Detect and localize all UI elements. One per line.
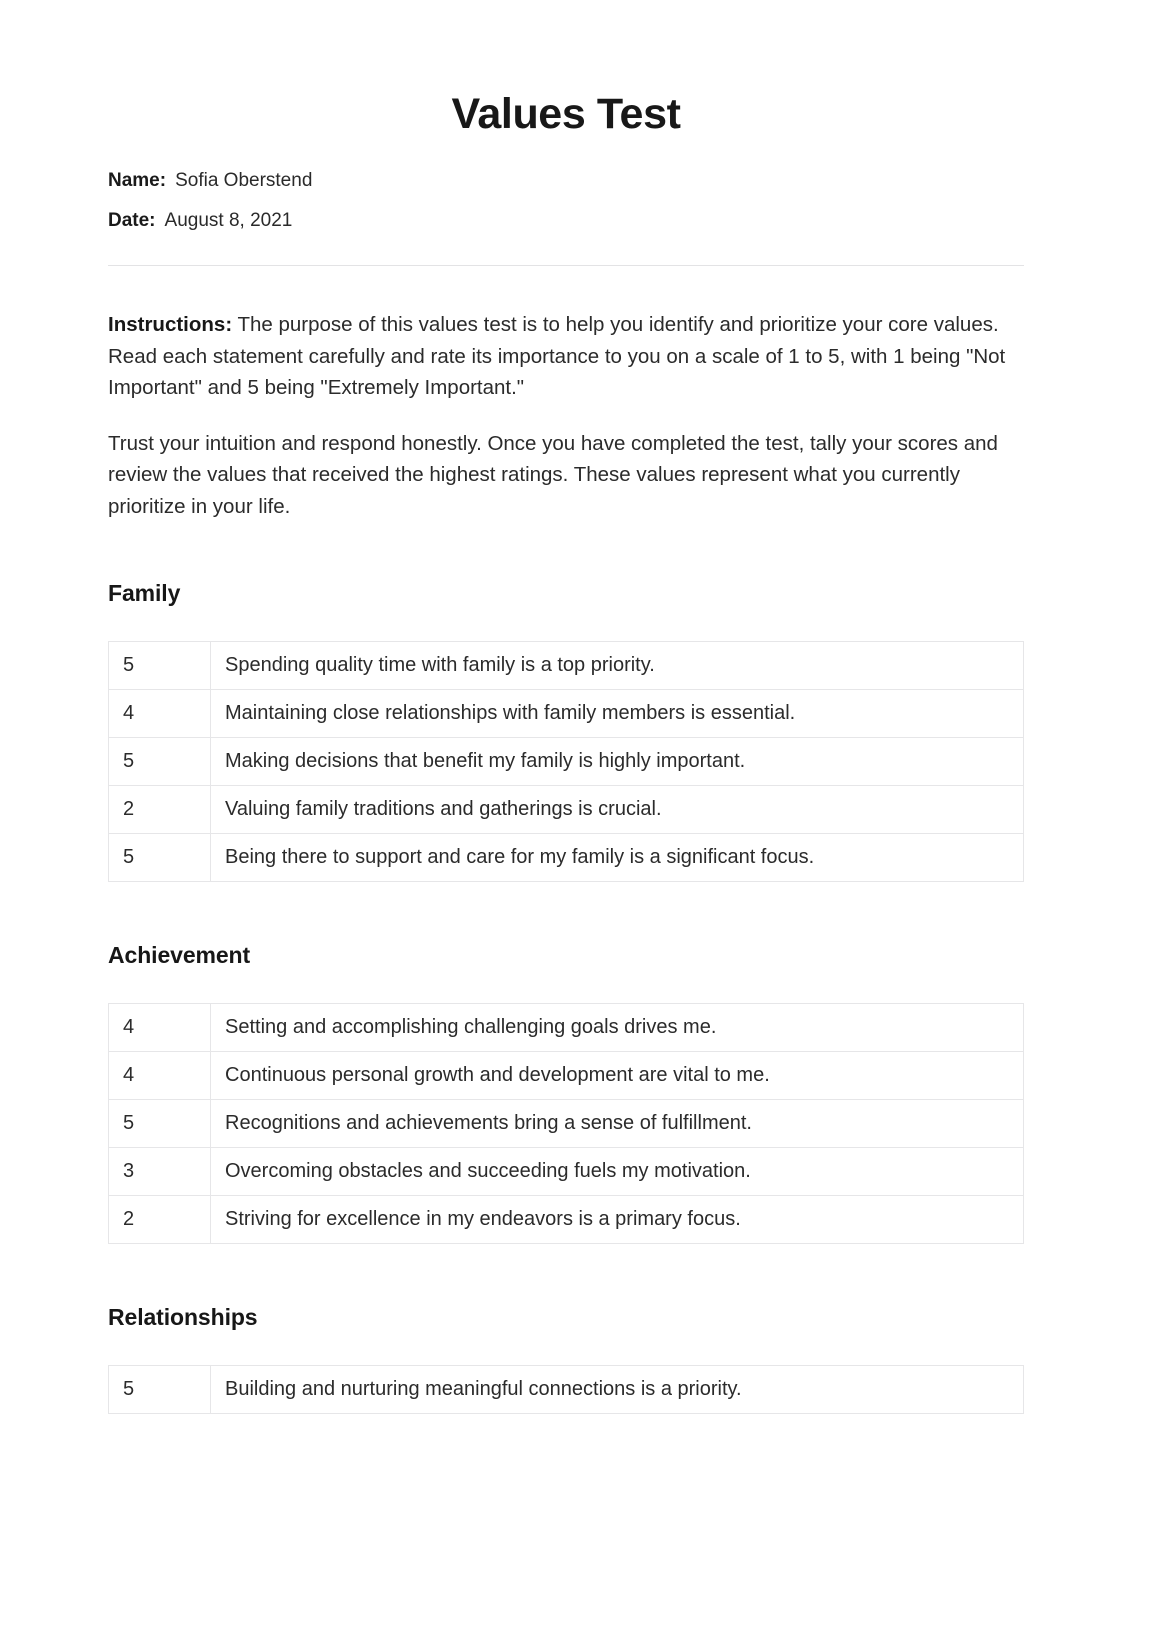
section-achievement <box>108 942 1024 1244</box>
statement-cell: Valuing family traditions and gatherings is crucial. <box>211 786 1024 834</box>
statement-cell: Being there to support and care for my family is a significant focus. <box>211 834 1024 882</box>
table-row <box>109 1100 1024 1148</box>
statement-cell: Spending quality time with family is a top priority. <box>211 642 1024 690</box>
meta-row-date <box>108 210 1024 234</box>
statement-cell: Continuous personal growth and development are vital to me. <box>211 1052 1024 1100</box>
section-heading: Relationships <box>108 1304 258 1331</box>
score-cell[interactable]: 3 <box>109 1148 211 1196</box>
table-row <box>109 1196 1024 1244</box>
table-row <box>109 786 1024 834</box>
document-meta <box>108 170 1024 234</box>
statement-cell: Making decisions that benefit my family is highly important. <box>211 738 1024 786</box>
meta-row-name <box>108 170 1024 194</box>
section-heading: Achievement <box>108 942 251 969</box>
values-table <box>108 1003 1024 1244</box>
instructions-paragraph-2: Trust your intuition and respond honestly. Once you have completed the test, tally your scores and review the values that received the highest ratings. These values represent what you currently prioritize in your life. <box>108 431 998 518</box>
score-cell[interactable]: 4 <box>109 1052 211 1100</box>
instructions-label: Instructions: <box>108 313 233 337</box>
name-label: Name: <box>108 170 167 192</box>
instructions-paragraph-1 <box>108 309 1020 404</box>
page-title: Values Test <box>451 90 681 138</box>
instructions-block <box>108 309 1024 522</box>
score-cell[interactable]: 5 <box>109 738 211 786</box>
sections-container <box>108 580 1024 1414</box>
score-cell[interactable]: 5 <box>109 1366 211 1414</box>
table-row <box>109 1148 1024 1196</box>
table-row <box>109 1366 1024 1414</box>
score-cell[interactable]: 2 <box>109 786 211 834</box>
statement-cell: Maintaining close relationships with family members is essential. <box>211 690 1024 738</box>
table-row <box>109 1004 1024 1052</box>
date-label: Date: <box>108 210 156 232</box>
table-row <box>109 834 1024 882</box>
score-cell[interactable]: 5 <box>109 1100 211 1148</box>
score-cell[interactable]: 5 <box>109 642 211 690</box>
header-divider <box>108 265 1024 266</box>
section-family <box>108 580 1024 882</box>
table-row <box>109 642 1024 690</box>
table-row <box>109 1052 1024 1100</box>
statement-cell: Building and nurturing meaningful connections is a priority. <box>211 1366 1024 1414</box>
score-cell[interactable]: 2 <box>109 1196 211 1244</box>
score-cell[interactable]: 5 <box>109 834 211 882</box>
document-content <box>108 0 1024 1414</box>
name-field[interactable]: Sofia Oberstend <box>175 170 313 192</box>
section-heading: Family <box>108 580 181 607</box>
statement-cell: Recognitions and achievements bring a sense of fulfillment. <box>211 1100 1024 1148</box>
table-row <box>109 690 1024 738</box>
date-field[interactable]: August 8, 2021 <box>164 210 293 232</box>
statement-cell: Striving for excellence in my endeavors is a primary focus. <box>211 1196 1024 1244</box>
statement-cell: Overcoming obstacles and succeeding fuels my motivation. <box>211 1148 1024 1196</box>
values-table <box>108 1365 1024 1414</box>
section-relationships <box>108 1304 1024 1414</box>
statement-cell: Setting and accomplishing challenging goals drives me. <box>211 1004 1024 1052</box>
score-cell[interactable]: 4 <box>109 1004 211 1052</box>
values-table <box>108 641 1024 882</box>
score-cell[interactable]: 4 <box>109 690 211 738</box>
table-row <box>109 738 1024 786</box>
instructions-paragraph-1-text: The purpose of this values test is to help you identify and prioritize your core values. Read each statement carefully and rate its importance to you on a scale of 1 to 5, with 1 being "Not Important" and 5 being "Extremely Important." <box>108 313 1006 400</box>
